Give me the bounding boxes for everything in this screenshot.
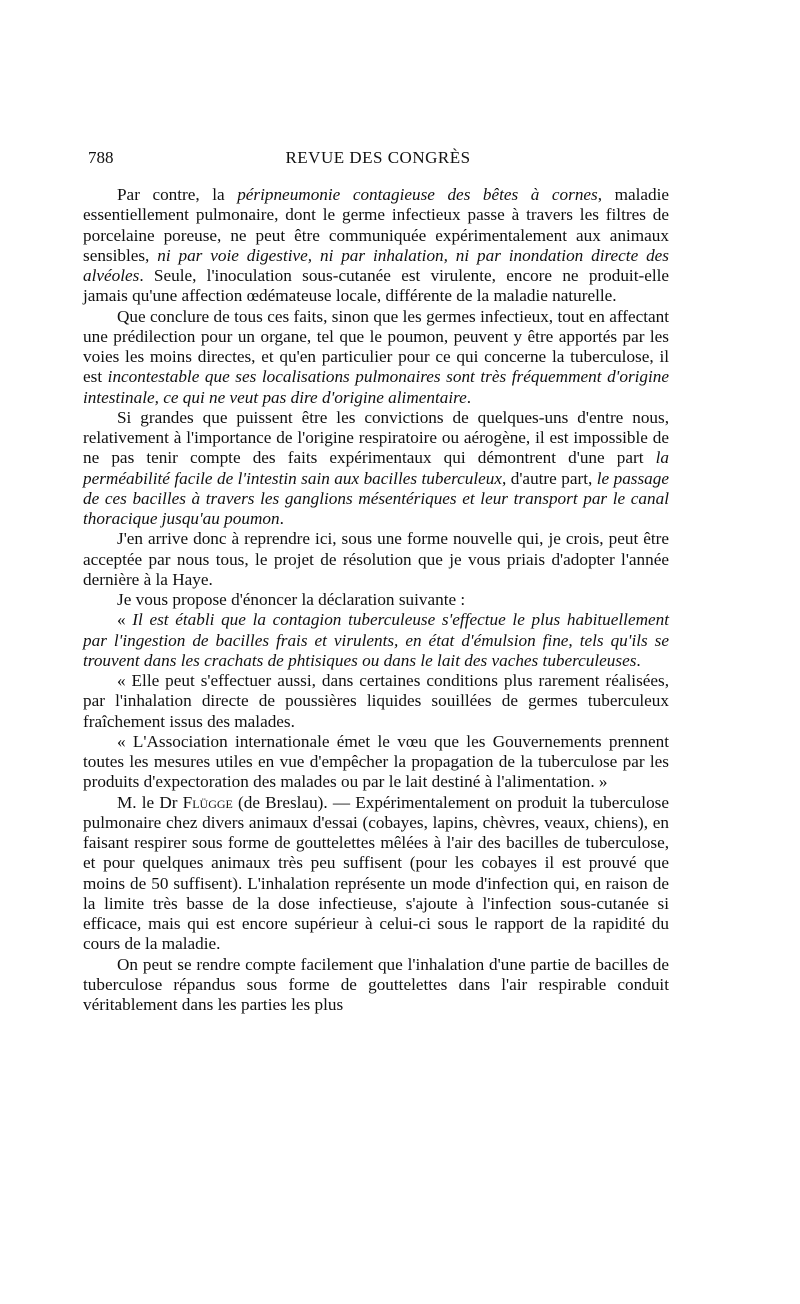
paragraph <box>83 590 669 610</box>
italic-text: péripneumonie contagieuse des bêtes à cornes <box>237 185 598 204</box>
page-header <box>88 148 668 174</box>
text-segment: . <box>279 509 284 528</box>
page-number: 788 <box>88 148 114 167</box>
text-segment: « Elle peut s'effectuer aussi, dans certaines conditions plus rarement réalisées, par l'inhalation directe de poussières liquides souillées de germes tuberculeux fraîchement issus des malades. <box>83 671 669 731</box>
paragraph <box>83 671 669 732</box>
author-name: Flügge <box>182 792 233 812</box>
body-text <box>83 185 669 1015</box>
italic-text: le passage de ces bacilles à travers les ganglions mésentériques et leur transport par le canal thoracique jusqu'au poumon <box>83 468 669 528</box>
paragraph <box>83 732 669 793</box>
paragraph <box>83 610 669 671</box>
text-segment: . <box>466 387 472 407</box>
text-segment: . Seule, l'inoculation sous-cutanée est virulente, encore ne produit-elle jamais qu'une affection œdémateuse locale, différente de la maladie naturelle. <box>83 266 669 306</box>
text-segment: . <box>636 650 641 670</box>
text-segment: Si grandes que puissent être les convictions de quelques-uns d'entre nous, relativement à l'importance de l'origine respiratoire ou aérogène, il est impossible de ne pas tenir compte des faits expérimentaux qui démontrent d'une part <box>83 407 669 468</box>
italic-text: incontestable que ses localisations pulmonaires sont très fréquemment d'origine intestinale, ce qui ne veut pas dire d'origine alimentaire <box>83 367 669 407</box>
text-segment: , maladie essentiellement pulmonaire, dont le germe infectieux passe à travers les filtres de porcelaine poreuse, ne peut être communiquée expérimentalement aux animaux sensibles, <box>83 185 669 265</box>
italic-text: la perméabilité facile de l'intestin sain aux bacilles tuberculeux <box>83 448 669 488</box>
paragraph <box>83 955 669 1016</box>
paragraph <box>83 185 669 307</box>
text-segment: , d'autre part, <box>501 468 597 488</box>
text-segment: On peut se rendre compte facilement que l'inhalation d'une partie de bacilles de tuberculose répandus sous forme de gouttelettes dans l'air respirable conduit véritablement dans les parties les plus <box>83 954 669 1014</box>
paragraph <box>83 529 669 590</box>
text-segment: Je vous propose d'énoncer la déclaration suivante : <box>117 590 466 609</box>
text-segment: Par contre, la <box>117 185 238 204</box>
paragraph <box>83 307 669 408</box>
text-segment: « L'Association internationale émet le vœu que les Gouvernements prennent toutes les mesures utiles en vue d'empêcher la propagation de la tuberculose par les produits d'expectoration des malades ou par le lait destiné à l'alimentation. » <box>83 731 669 792</box>
text-segment: Que conclure de tous ces faits, sinon que les germes infectieux, tout en affectant une prédilection pour un organe, tel que le poumon, peuvent y être apportés par les voies les moins directes, et qu'en particulier pour ce qui concerne la tuberculose, il est <box>83 306 669 387</box>
italic-text: Il est établi que la contagion tuberculeuse s'effectue le plus habituellement par l'ingestion de bacilles frais et virulents, en état d'émulsion fine, tels qu'ils se trouvent dans les crachats de phtisiques ou dans le lait des vaches tuberculeuses <box>83 610 669 670</box>
paragraph <box>83 408 669 530</box>
text-segment: J'en arrive donc à reprendre ici, sous une forme nouvelle qui, je crois, peut être acceptée par nous tous, le projet de résolution que je vous priais d'adopter l'année dernière à la Haye. <box>83 529 669 589</box>
text-segment: M. le Dr <box>117 792 183 812</box>
text-segment: « <box>117 610 133 630</box>
italic-text: ni par voie digestive, ni par inhalation, ni par inondation directe des alvéoles <box>83 245 669 285</box>
running-head: REVUE DES CONGRÈS <box>285 148 471 167</box>
paragraph <box>83 793 669 955</box>
text-segment: (de Breslau). — Expérimentalement on produit la tuberculose pulmonaire chez divers animaux d'essai (cobayes, lapins, chèvres, veaux, chiens), en faisant respirer sous forme de gouttelettes mêlées à l'air des bacilles de tuberculose, et pour quelques animaux très peu suffisent (pour les cobayes il est prouvé que moins de 50 suffisent). L'inhalation représente un mode d'infection qui, en raison de la limite très basse de la dose infectieuse, s'ajoute à l'infection sous-cutanée si efficace, mais qui est encore supérieur à celui-ci sous le rapport de la rapidité du cours de la maladie. <box>83 792 669 954</box>
